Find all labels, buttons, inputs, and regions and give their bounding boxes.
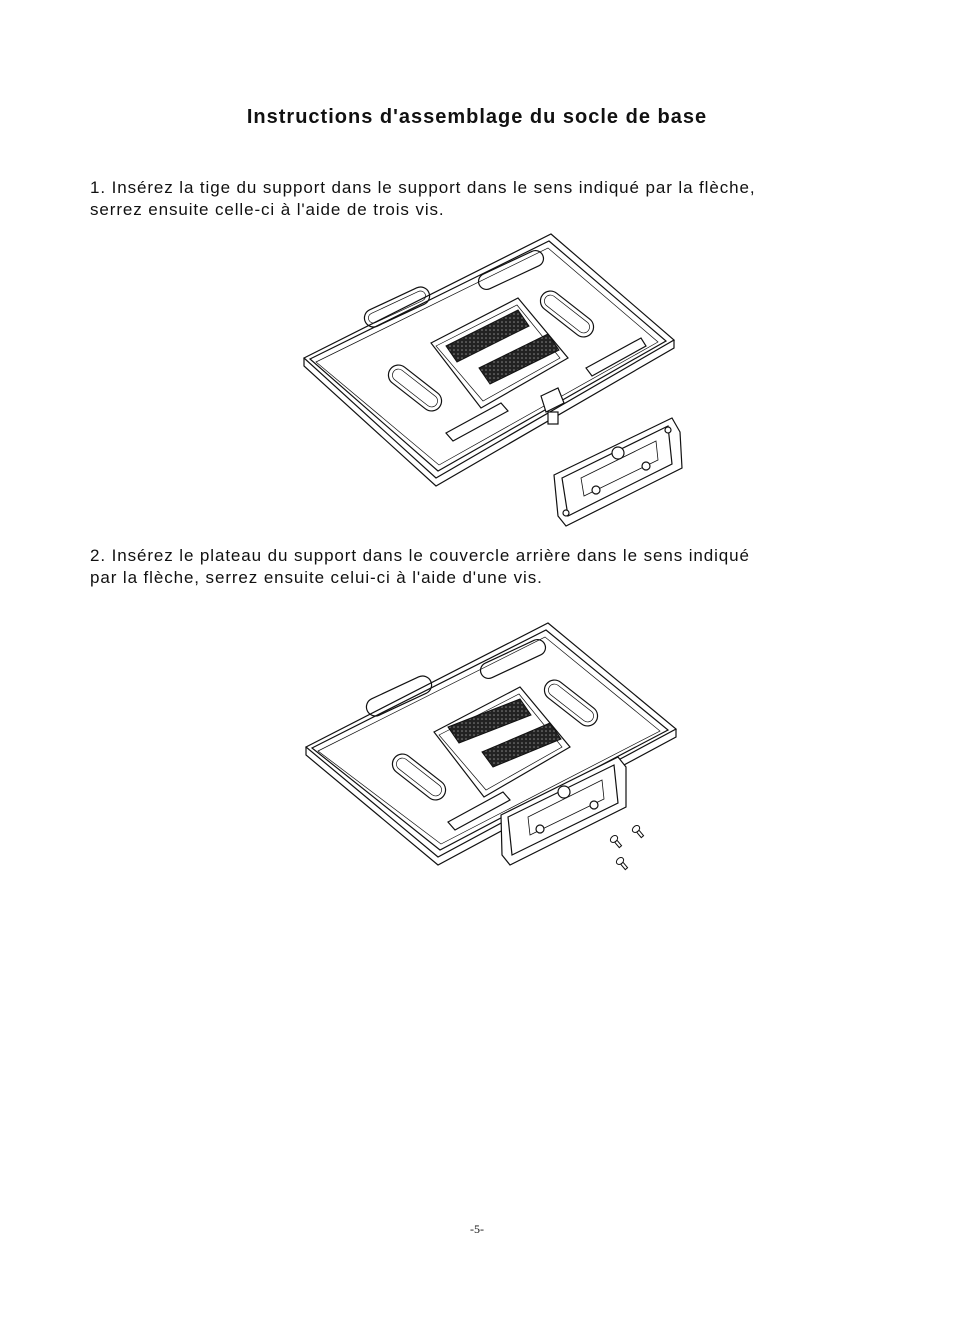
step-2-line-2: par la flèche, serrez ensuite celui-ci à l'aide d'une vis. xyxy=(90,568,543,587)
tv-stand-assembly-figure-1 xyxy=(296,228,686,530)
step-1-line-1: 1. Insérez la tige du support dans le support dans le sens indiqué par la flèche, xyxy=(90,178,756,197)
step-1-text xyxy=(90,177,870,221)
page-title: Instructions d'assemblage du socle de base xyxy=(246,106,708,128)
page-number: -5- xyxy=(470,1222,484,1236)
step-2-text xyxy=(90,545,870,589)
step-2-line-1: 2. Insérez le plateau du support dans le couvercle arrière dans le sens indiqué xyxy=(90,546,750,565)
step-1-line-2: serrez ensuite celle-ci à l'aide de trois vis. xyxy=(90,200,445,219)
tv-stand-assembly-figure-2 xyxy=(296,617,686,879)
